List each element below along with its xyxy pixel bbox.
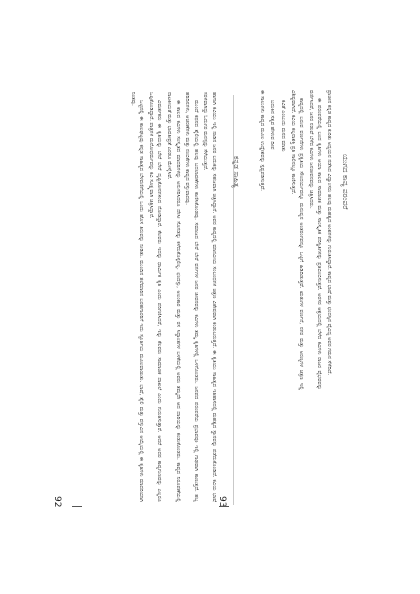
left-paragraph-3: ಈ ಕಾಲದ ಕವಿಗಳು ಸಂಸ್ಕೃತದ ಮಾದರಿಗಳನ್ನು ಅನುಸರಿಸಿದರೂ ದೇಸೀ ಸೊಗಡನ್ನು ಕಳೆದುಕೊಳ್ಳಲಿಲ್ಲ. ಛಂದಸ್ಸು, ಅಲಂಕಾರ ಮತ್ತು ರಸ ಸಿದ್ಧಾಂತಗಳ ಬಳಕೆಯಲ್ಲಿ ಅವರು ತಮ್ಮದೇ ಆದ ದಾರಿಯನ್ನು ಕಂಡುಕೊಂಡರು. ಕಾವ್ಯದ ನಿರೂಪಣೆಯಲ್ಲಿ ನಾಟಕೀಯತೆ ಮತ್ತು ಭಾವತೀವ್ರತೆ ಎರಡೂ ಮೇಳೈಸಿವೆ. <box>166 92 181 502</box>
right-quote-2: ಬದುಕಿನ ಸತ್ಯವ ಹೇಳುವ ದೀಪ <box>269 100 276 150</box>
left-paragraph-2: ಮುಂದೆ ಕಥನದ ಶೈಲಿಯಲ್ಲಿ ಹಲವು ಬದಲಾವಣೆಗಳು ಕಾಣಿಸಿಕೊಂಡವು. ಸಮಾಜದ ಬೇರೆ ಬೇರೆ ವರ್ಗಗಳ ಜನರ ಜೀವನವನ್ನು ಕವಿಗಳು ತಮ್ಮ ಕೃತಿಗಳಲ್ಲಿ ಒಳಗೊಂಡರು. ಜನಪದ ಪರಂಪರೆಯ ಪ್ರಭಾವವೂ ಇಲ್ಲಿ ಗಾಢವಾಗಿ ಕಾಣುತ್ತದೆ. ಹಬ್ಬ ಹರಿದಿನಗಳು, ಆಚರಣೆಗಳು ಮತ್ತು ನಂಬಿಕೆಗಳು ಕಾವ್ಯದ ವಸ್ತುವಾದವು. <box>184 92 199 502</box>
right-page-number-rule <box>219 506 229 507</box>
right-page <box>217 86 357 556</box>
left-text-block <box>70 92 218 502</box>
left-paragraph-1: ಹಾಗಾಗಿ ಕವಿಯು ಇಲ್ಲಿ ನಾಡಿನ ಜನರ ಬದುಕನ್ನು ಸಹಜವಾಗಿ ಚಿತ್ರಿಸಿದ್ದಾನೆ. ಅವರ ಕಾವ್ಯದಲ್ಲಿ ಮಾನವೀಯ ಸಂಬಂಧಗಳ ಚಿತ್ರಣ ವಿಶೇಷವಾಗಿ ಕಂಡುಬರುತ್ತದೆ. ಈ ಕೃತಿಯು ಸಾಹಿತ್ಯದ ಇತಿಹಾಸದಲ್ಲಿ ಮಹತ್ವದ ಸ್ಥಾನವನ್ನು ಪಡೆದುಕೊಂಡಿದೆ. ಕವಿಯ ಭಾಷೆ ಸರಳವಾಗಿದ್ದು ಓದುಗರ ಮನಸ್ಸನ್ನು ಸೆಳೆಯುತ್ತದೆ. <box>202 92 217 502</box>
right-page-number: 93 <box>217 496 227 508</box>
right-paragraph-2: ಈ ಪರಂಪರೆಯಲ್ಲಿ ಬಂದ ಕೃತಿಗಳು ಆಯಾ ಕಾಲದ ಸಾಮಾಜಿಕ ಮತ್ತು ಸಾಂಸ್ಕೃತಿಕ ಪರಿಸ್ಥಿತಿಗಳನ್ನು ಪ್ರತಿಬಿಂಬಿಸುತ್ತವೆ. ಅರಸರ ಆಶ್ರಯದಲ್ಲಿ ಬೆಳೆದ ಕವಿಗಳು ರಾಜರ ವೈಭವವನ್ನು ವರ್ಣಿಸಿದರೆ, ಜನರ ನಡುವೆ ಬೆಳೆದ ಕವಿಗಳು ಜನಜೀವನವನ್ನು ಚಿತ್ರಿಸಿದರು. <box>307 90 323 390</box>
left-running-head: ಕನ್ನಡ ಸಾಹಿತ್ಯ <box>232 156 240 188</box>
right-paragraph-1: ಪ್ರಾಚೀನ ಕನ್ನಡ ಕಾವ್ಯದ ಕುರಿತು ಅಧ್ಯಯನ ನಡೆಸಿದ ವಿದ್ವಾಂಸರು ಹಲವು ಮಹತ್ವದ ಅಂಶಗಳನ್ನು ಗುರುತಿಸಿದ್ದಾರೆ. ಕಾವ್ಯದ ಭಾಷೆ ಮತ್ತು ಛಂದಸ್ಸಿನ ವೈವಿಧ್ಯ ಅವರ ಗಮನ ಸೆಳೆದಿದೆ. <box>326 90 332 376</box>
left-paragraph-4: ವಿಮರ್ಶಕರು ಈ ಕೃತಿಯನ್ನು ಬೇರೆ ಬೇರೆ ದೃಷ್ಟಿಕೋನಗಳಿಂದ ನೋಡಿದ್ದಾರೆ. ಕೆಲವರು ಇದನ್ನು ಧಾರ್ಮಿಕ ಕೃತಿ ಎಂದು ಪರಿಗಣಿಸಿದರೆ, ಇನ್ನು ಕೆಲವರು ಸಾಮಾಜಿಕ ದಾಖಲೆ ಎಂದು ಗುರುತಿಸುತ್ತಾರೆ. ಆದರೆ ಅದರ ಕಾವ್ಯಗುಣವನ್ನು ಎಲ್ಲರೂ ಒಪ್ಪಿಕೊಂಡಿದ್ದಾರೆ. ಪಾತ್ರಗಳ ಮನೋಧರ್ಮವನ್ನು ಕವಿ ಸೂಕ್ಷ್ಮವಾಗಿ ಚಿತ್ರಿಸಿದ್ದಾನೆ. <box>147 92 163 502</box>
right-closing-line: ಈ ಸಾಲುಗಳು ಕಾವ್ಯದ ಮೂಲ ಉದ್ದೇಶವನ್ನು ಸ್ಪಷ್ಟಪಡಿಸುತ್ತವೆ. <box>258 90 265 191</box>
right-quote-1: ಕವಿತೆ ಎಂಬುದು ಮನದ ಮಾತು <box>280 100 287 152</box>
left-page-number-rule <box>72 506 82 507</box>
right-running-head: ಯುಗದ ಕಾವ್ಯ ಪರಂಪರೆ <box>341 154 349 210</box>
right-paragraph-3: ಕಾವ್ಯದಲ್ಲಿ ಬರುವ ವರ್ಣನೆಗಳು ಪ್ರಕೃತಿಯ ಸೌಂದರ್ಯವನ್ನೂ ಮನುಷ್ಯನ ಅಂತರಂಗವನ್ನೂ ಒಟ್ಟಿಗೆ ಹಿಡಿದಿಡುತ್ತವೆ. ಋತುಗಳ ವರ್ಣನೆ, ನಗರ ಮತ್ತು ಅರಣ್ಯಗಳ ಚಿತ್ರಣ ಇಲ್ಲಿ ವಿಶಿಷ್ಟವಾಗಿದೆ. ಕವಿಯ ಕಲ್ಪನಾಶಕ್ತಿ ಪ್ರತಿ ಸಾಲಿನಲ್ಲೂ ಕಾಣಿಸುತ್ತದೆ. <box>289 90 305 390</box>
left-page <box>52 86 240 556</box>
right-text-block <box>239 90 333 390</box>
left-page-number: 92 <box>52 496 62 508</box>
left-paragraph-5: ಒಟ್ಟಿನಲ್ಲಿ ಈ ಕಾಲಘಟ್ಟವು ಕನ್ನಡ ಸಾಹಿತ್ಯದ ಬೆಳವಣಿಗೆಯಲ್ಲಿ ಒಂದು ಹೊಸ ತಿರುವನ್ನು ನೀಡಿತು. ಮುಂದಿನ ತಲೆಮಾರಿನ ಬರಹಗಾರರಿಗೆ ಇದು ಸ್ಫೂರ್ತಿಯ ಮೂಲವಾಯಿತು. ಭಾಷೆ, ಶೈಲಿ ಮತ್ತು ವಸ್ತುವಿನ ಆಯ್ಕೆಯಲ್ಲಿ ಈ ಕೃತಿಗಳು ಮಾದರಿಯಾಗಿ ನಿಂತವು. <box>129 92 145 502</box>
